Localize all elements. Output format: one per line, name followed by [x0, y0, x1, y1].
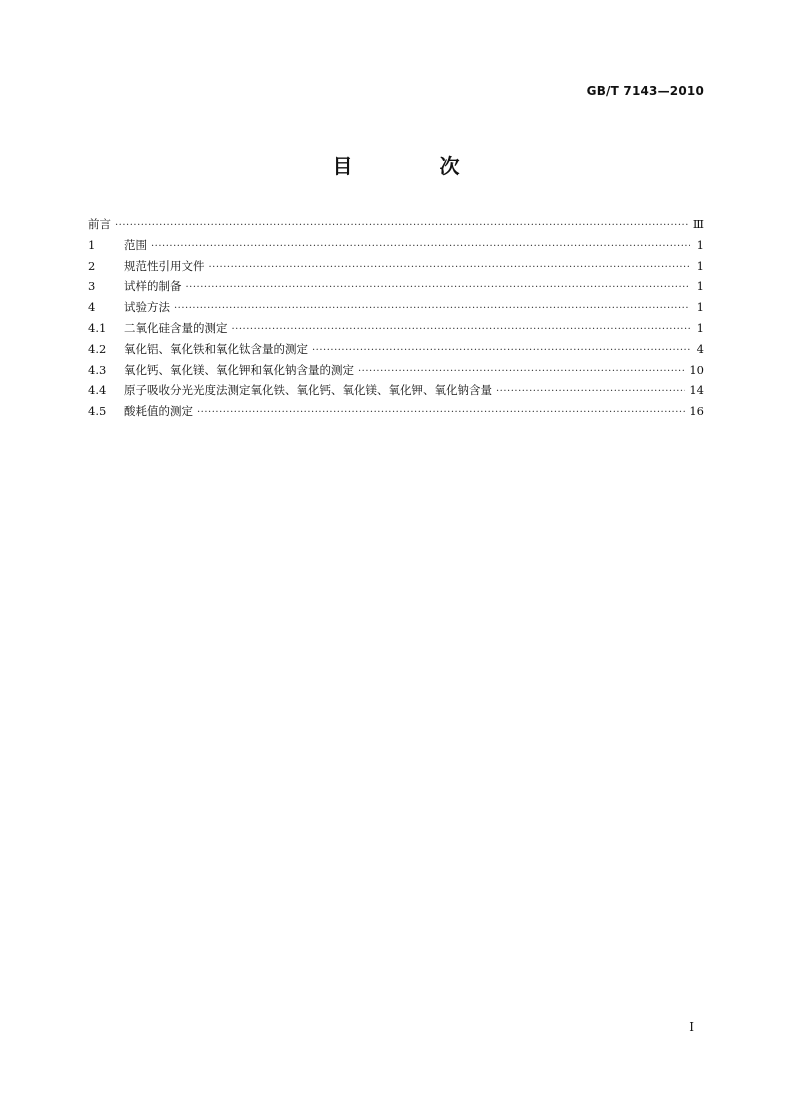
dot-leader — [209, 258, 691, 279]
toc-entry-number: 1 — [88, 237, 96, 252]
toc-entry-foreword[interactable] — [88, 214, 704, 235]
toc-entry-number: 2 — [88, 258, 96, 273]
toc-entry-number: 4 — [88, 300, 96, 315]
standard-code: GB/T 7143—2010 — [586, 84, 704, 98]
dot-leader — [232, 320, 691, 341]
table-of-contents — [88, 214, 704, 422]
toc-entry-4-2[interactable] — [88, 339, 704, 360]
toc-entry-title: 规范性引用文件 — [124, 258, 205, 273]
toc-entry-4-1[interactable] — [88, 318, 704, 339]
toc-entry-page: 1 — [696, 320, 704, 335]
dot-leader — [174, 299, 690, 320]
dot-leader — [186, 278, 691, 299]
toc-entry-title: 前言 — [88, 217, 111, 231]
toc-entry-test-methods[interactable] — [88, 297, 704, 318]
toc-entry-page: 10 — [689, 362, 704, 377]
toc-entry-page: 4 — [696, 341, 704, 356]
page-number: I — [689, 1020, 694, 1034]
toc-entry-page: 1 — [696, 258, 704, 273]
dot-leader — [312, 341, 690, 362]
toc-entry-page: 1 — [696, 237, 704, 252]
toc-entry-number: 4.3 — [88, 362, 107, 377]
toc-entry-page: 1 — [696, 279, 704, 294]
toc-entry-title: 范围 — [124, 237, 147, 252]
dot-leader — [496, 382, 685, 403]
dot-leader — [115, 216, 689, 237]
toc-entry-number: 4.1 — [88, 320, 107, 335]
dot-leader — [197, 403, 685, 424]
toc-entry-page: Ⅲ — [692, 217, 704, 231]
toc-entry-title: 二氧化硅含量的测定 — [124, 320, 228, 335]
toc-entry-number: 4.4 — [88, 383, 107, 398]
toc-entry-title: 原子吸收分光光度法测定氧化铁、氧化钙、氧化镁、氧化钾、氧化钠含量 — [124, 383, 492, 398]
toc-entry-number: 4.2 — [88, 341, 107, 356]
toc-title: 目 次 — [332, 154, 500, 178]
toc-entry-4-5[interactable] — [88, 401, 704, 422]
toc-entry-number: 4.5 — [88, 404, 107, 419]
dot-leader — [358, 362, 685, 383]
toc-entry-page: 14 — [689, 383, 704, 398]
dot-leader — [151, 237, 690, 258]
toc-entry-title: 酸耗值的测定 — [124, 404, 193, 419]
toc-entry-4-4[interactable] — [88, 380, 704, 401]
toc-entry-title: 氧化钙、氧化镁、氧化钾和氧化钠含量的测定 — [124, 362, 354, 377]
toc-entry-page: 16 — [689, 404, 704, 419]
toc-entry-page: 1 — [696, 300, 704, 315]
toc-entry-scope[interactable] — [88, 235, 704, 256]
toc-entry-sample-preparation[interactable] — [88, 276, 704, 297]
toc-entry-title: 试验方法 — [124, 300, 170, 315]
toc-entry-number: 3 — [88, 279, 96, 294]
toc-entry-title: 试样的制备 — [124, 279, 182, 294]
toc-entry-normative-references[interactable] — [88, 256, 704, 277]
toc-entry-title: 氧化铝、氧化铁和氧化钛含量的测定 — [124, 341, 308, 356]
toc-entry-4-3[interactable] — [88, 360, 704, 381]
